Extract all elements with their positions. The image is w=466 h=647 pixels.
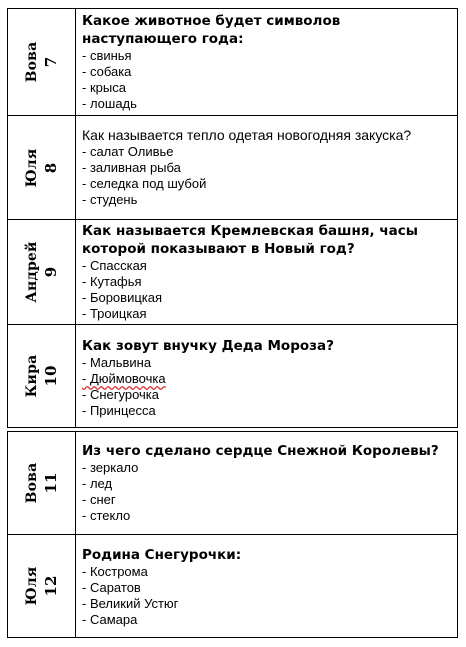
participant-name: Юля [23,148,40,187]
question-text: Из чего сделано сердце Снежной Королевы? [82,443,439,459]
answer-option: - собака [82,64,132,79]
answer-option: - Мальвина [82,355,152,370]
participant-name: Кира [23,354,40,398]
question-number: 12 [41,575,60,597]
question-cell [82,222,453,322]
answer-option: - студень [82,192,138,207]
question-cell [82,337,453,419]
answer-option: - Великий Устюг [82,596,179,611]
participant-cell [8,535,76,637]
answer-option: - Кутафья [82,274,142,289]
answer-option: - салат Оливье [82,144,174,159]
participant-name: Юля [23,566,40,606]
quiz-row [7,534,458,638]
answer-option: - стекло [82,508,131,523]
question-text: Родина Снегурочки: [82,547,242,563]
question-text: Как зовут внучку Деда Мороза? [82,338,334,354]
quiz-row [7,324,458,428]
participant-cell [8,220,76,324]
spellcheck-underlined-text: - Дюймовочка [82,371,166,386]
quiz-row [7,116,458,220]
answer-option: - лед [82,476,113,491]
answer-option [82,371,453,387]
question-cell [82,546,453,628]
participant-cell [8,432,76,534]
question-cell [82,126,453,208]
participant-name: Вова [23,462,40,504]
question-text: Как называется тепло одетая новогодняя закуска? [82,127,412,143]
question-number: 7 [41,56,60,68]
quiz-row [7,219,458,325]
question-number: 8 [41,162,60,173]
answer-option: - Кострома [82,564,148,579]
answer-option: - Снегурочка [82,387,159,402]
answer-option: - Самара [82,612,138,627]
question-number: 9 [41,266,60,278]
answer-option: - Боровицкая [82,290,163,305]
answer-option: - зеркало [82,460,139,475]
question-number: 11 [41,472,60,494]
answer-option: - Принцесса [82,403,156,418]
question-text: Какое животное будет символов наступающего года: [82,13,341,47]
answer-option: - Саратов [82,580,141,595]
answer-option: - Троицкая [82,306,147,321]
participant-name: Вова [23,41,40,83]
participant-cell [8,325,76,427]
question-cell [82,442,453,524]
answer-option: - снег [82,492,116,507]
participant-cell [8,116,76,219]
question-text: Как называется Кремлевская башня, часы которой показывают в Новый год? [82,223,418,257]
participant-name: Андрей [23,241,40,303]
answer-option: - свинья [82,48,132,63]
question-number: 10 [41,365,60,387]
answer-option: - селедка под шубой [82,176,207,191]
answer-option: - заливная рыба [82,160,181,175]
answer-option: - Спасская [82,258,147,273]
answer-option: - лошадь [82,96,137,111]
quiz-row [7,431,458,535]
participant-cell [8,9,76,115]
question-cell [82,12,453,112]
quiz-row [7,8,458,116]
answer-option: - крыса [82,80,126,95]
